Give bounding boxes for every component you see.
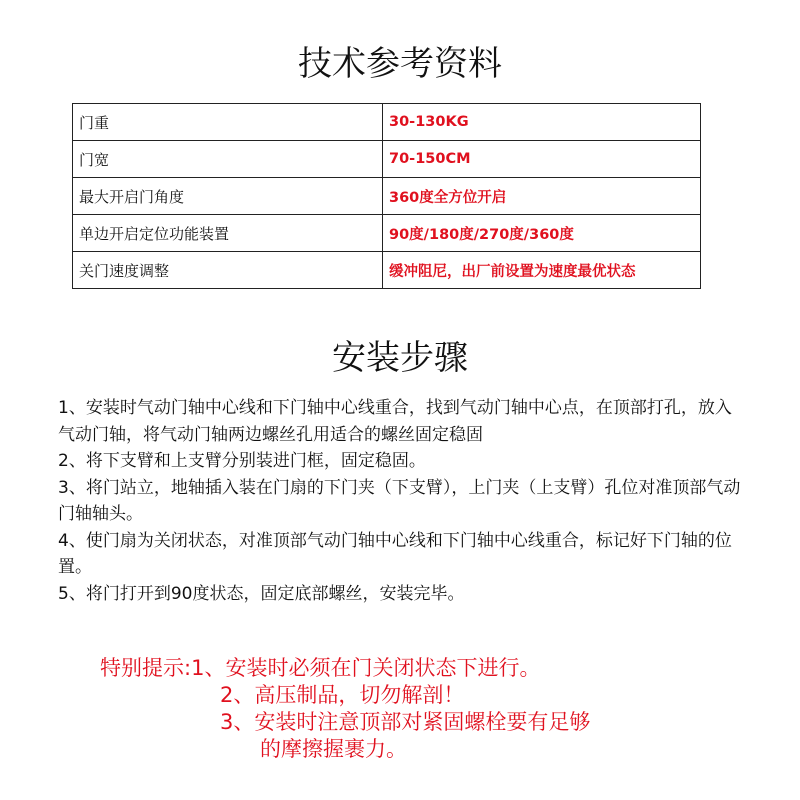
- spec-key: 单边开启定位功能装置: [73, 215, 383, 252]
- note-line: [100, 655, 760, 682]
- spec-key: 关门速度调整: [73, 252, 383, 289]
- spec-value: 缓冲阻尼，出厂前设置为速度最优状态: [383, 252, 701, 289]
- step-item: 5、将门打开到90度状态，固定底部螺丝，安装完毕。: [58, 583, 465, 604]
- spec-value: 70-150CM: [383, 141, 701, 178]
- table-row: [73, 178, 701, 215]
- special-notes: [100, 655, 760, 763]
- table-row: [73, 104, 701, 141]
- spec-key: 门宽: [73, 141, 383, 178]
- note-item: 2、高压制品，切勿解剖！: [220, 683, 465, 707]
- spec-key: 最大开启门角度: [73, 178, 383, 215]
- step-item: 1、安装时气动门轴中心线和下门轴中心线重合，找到气动门轴中心点，在顶部打孔，放入气动门轴，将气动门轴两边螺丝孔用适合的螺丝固定稳固: [58, 398, 732, 445]
- note-item: 3、安装时注意顶部对紧固螺栓要有足够: [220, 710, 591, 734]
- table-row: [73, 141, 701, 178]
- note-line: [100, 682, 760, 709]
- spec-table: [72, 103, 701, 289]
- spec-key: 门重: [73, 104, 383, 141]
- step-item: 4、使门扇为关闭状态，对准顶部气动门轴中心线和下门轴中心线重合，标记好下门轴的位置。: [58, 530, 732, 577]
- step-item: 2、将下支臂和上支臂分别装进门框，固定稳固。: [58, 451, 426, 471]
- install-steps: [58, 395, 748, 607]
- note-line: [100, 736, 760, 763]
- table-row: [73, 252, 701, 289]
- install-title: 安装步骤: [332, 338, 468, 378]
- note-prefix: 特别提示:: [100, 656, 192, 680]
- note-item: 的摩擦握裹力。: [260, 737, 407, 761]
- spec-value: 360度全方位开启: [383, 178, 701, 215]
- spec-value: 30-130KG: [383, 104, 701, 141]
- step-item: 3、将门站立，地轴插入装在门扇的下门夹（下支臂），上门夹（上支臂）孔位对准顶部气动门轴轴头。: [58, 477, 741, 524]
- spec-value: 90度/180度/270度/360度: [383, 215, 701, 252]
- table-row: [73, 215, 701, 252]
- reference-title: 技术参考资料: [298, 44, 502, 84]
- note-item: 1、安装时必须在门关闭状态下进行。: [191, 656, 541, 680]
- note-line: [100, 709, 760, 736]
